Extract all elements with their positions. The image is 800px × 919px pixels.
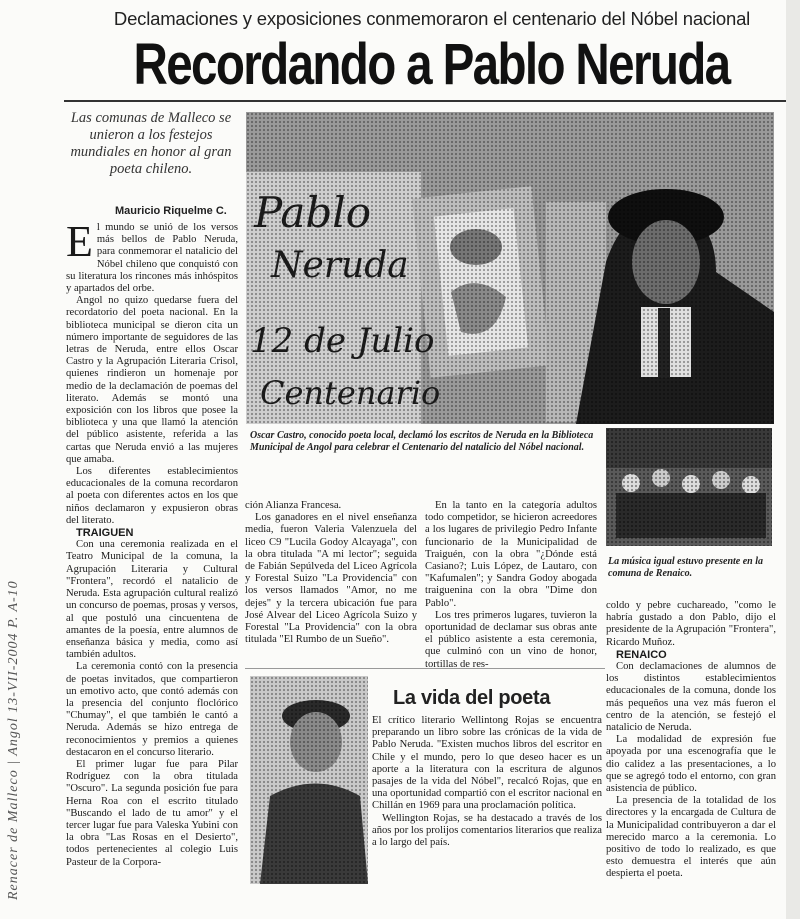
music-photo (606, 428, 772, 546)
sign-text-line4: Centenario (260, 374, 441, 412)
paragraph: Wellington Rojas, se ha destacado a través de los años por los prolijos comentarios literarios que realiza a lo largo del país. (372, 812, 602, 849)
article-column-3 (425, 500, 597, 671)
subhead-traiguen: TRAIGUEN (76, 527, 134, 540)
main-photo-caption: Oscar Castro, conocido poeta local, declamó los escritos de Neruda en la Biblioteca Municipal de Angol para celebrar el Centenario del natalicio del Nóbel nacional. (250, 430, 594, 453)
paragraph: coldo y pebre cuchareado, "como le habría gustado a don Pablo, dijo el presidente de la Agrupación "Frontera", Ricardo Muñoz. (606, 600, 776, 648)
headline-rule (64, 100, 786, 102)
page-edge (786, 0, 800, 919)
sign-text-line1: Pablo (254, 188, 372, 237)
main-photo-image (246, 112, 774, 424)
main-photo (246, 112, 774, 424)
paragraph: La presencia de la totalidad de los directores y la encargada de Cultura de la Municipalidad contribuyeron a dar el merecido marco a la ceremonia. Lo positivo de todo lo realizado, es que esto demuestra el interés que aún despierta el poeta. (606, 795, 776, 880)
sign-text-line3: 12 de Julio (250, 321, 435, 361)
article-column-2 (245, 500, 417, 646)
music-photo-image (606, 428, 772, 546)
paragraph: La modalidad de expresión fue apoyada por una escenografía que le dio calidez a las presentaciones, a lo que se agregó todo el entorno, con gran asistencia de público. (606, 734, 776, 795)
handwritten-source-stamp: Renacer de Malleco | Angol 13-VII-2004 P. A-10 (6, 580, 21, 900)
paragraph: El primer lugar fue para Pilar Rodríguez con la obra titulada "Oscuro". La segunda posición fue para Herna Roa con el escrito titulado "Buscando el lado de tu amor" y el tercer lugar fue para Valeska Yubini con la obra "Las Rosas en el Desierto", todos pertenecientes al colegio Luis Pasteur de la Corpora- (66, 758, 238, 868)
paragraph: En la tanto en la categoría adultos todo competidor, se hicieron acreedores a los lugares de privilegio Pedro Infante funcionario de la Municipalidad de Traiguén, con la obra "¿Dónde está Casiano?; Luis López, de Lautaro, con "Kafumalen"; y Sandra Godoy abogada traiguenina con la obra "Dime don Pablo". (425, 500, 597, 609)
dropcap: E (66, 217, 93, 266)
paragraph: Con declamaciones de alumnos de los distintos establecimientos educacionales de la comuna, donde los más pequeños una vez más fueron el centro de la atención, se festejó el natalicio de Neruda. (606, 661, 776, 734)
poet-portrait-image (250, 676, 368, 884)
poet-portrait-photo (250, 676, 368, 884)
subhead-renaico: RENAICO (616, 648, 667, 661)
byline: Mauricio Riquelme C. (115, 205, 227, 217)
deck: Las comunas de Malleco se unieron a los festejos mundiales en honor al gran poeta chileno. (70, 110, 232, 177)
music-photo-caption: La música igual estuvo presente en la comuna de Renaico. (608, 556, 763, 579)
paragraph: Los ganadores en el nivel enseñanza media, fueron Valeria Valenzuela del liceo C9 "Lucila Godoy Alcayaga", con la obra titulada "A mi lector"; seguida de Fabián Sepúlveda del Liceo Agrícola y Forestal Suizo "La Providencia" con los versos llamados "Amor, no me dejes" y la tercera ubicación fue para José Alvear del Liceo Agrícola Suizo y Forestal "La Providencia" con la obra titulada "El Rumbo de un Sueño". (245, 512, 417, 646)
sidebar-text (372, 715, 602, 849)
article-column-4 (606, 600, 776, 881)
sign-text-line2: Neruda (271, 245, 409, 286)
paragraph: Con una ceremonia realizada en el Teatro Municipal de la comuna, la Agrupación Literaria y Cultural "Frontera", recordó el natalicio de Neruda. Esta agrupación cultural realizó un concurso de poemas, prosas y versos, al que postuló una cincuentena de amantes de la poesía, entre alumnos de enseñanza básica y media, como así también adultos. (66, 539, 238, 661)
sidebar-title: La vida del poeta (393, 687, 551, 709)
paragraph: La ceremonia contó con la presencia de poetas invitados, que compartieron un emotivo acto, que contó además con la presencia del conjunto floclórico "Chumay", el que también le cantó a Neruda. Además se hizo entrega de reconocimientos y premios a quienes destacaron en el concurso literario. (66, 661, 238, 758)
paragraph: Angol no quizo quedarse fuera del recordatorio del poeta nacional. En la biblioteca municipal se dieron cita un número importante de seguidores de las letras de Neruda, entre ellos Oscar Castro y la Agrupación Literaria Crisol, quienes rindieron un homenaje por medio de la declamación de poemas del literato. Además se montó una exposición con los libros que posee la biblioteca y una que llamó la atención del público asistente, referida a las cartas que Neruda envió a las mujeres que amaba. (66, 295, 238, 465)
paragraph: El crítico literario Wellintong Rojas se encuentra preparando un libro sobre las crónicas de la vida de Pablo Neruda. "Existen muchos libros del escritor en Chile y el mundo, pero lo que deseo hacer es un aporte a la literatura con la escritura de algunos pasajes de la vida del Nóbel", recalcó Rojas, que en una oportunidad compartió con el escritor nacional en Chillán en 1969 para una proclamación política. (372, 715, 602, 812)
kicker: Declamaciones y exposiciones conmemoraron el centenario del Nóbel nacional (113, 8, 751, 29)
article-column-1 (66, 217, 238, 869)
paragraph: ción Alianza Francesa. (245, 500, 342, 511)
paragraph: Los tres primeros lugares, tuvieron la oportunidad de declamar sus obras ante el público asistente a esta ceremonia, que culminó con un vino de honor, tortillas de res- (425, 609, 597, 670)
headline: Recordando a Pablo Neruda (133, 32, 730, 97)
paragraph: El mundo se unió de los versos más bellos de Pablo Neruda, para conmemorar el natalicio del Nóbel chileno que conquistó con su literatura los rincones más inhóspitos y apartados del orbe. (66, 217, 238, 295)
paragraph: Los diferentes establecimientos educacionales de la comuna recordaron al poeta con diferentes actos en los que niños declamaron y expusieron obras del literato. (66, 466, 238, 526)
